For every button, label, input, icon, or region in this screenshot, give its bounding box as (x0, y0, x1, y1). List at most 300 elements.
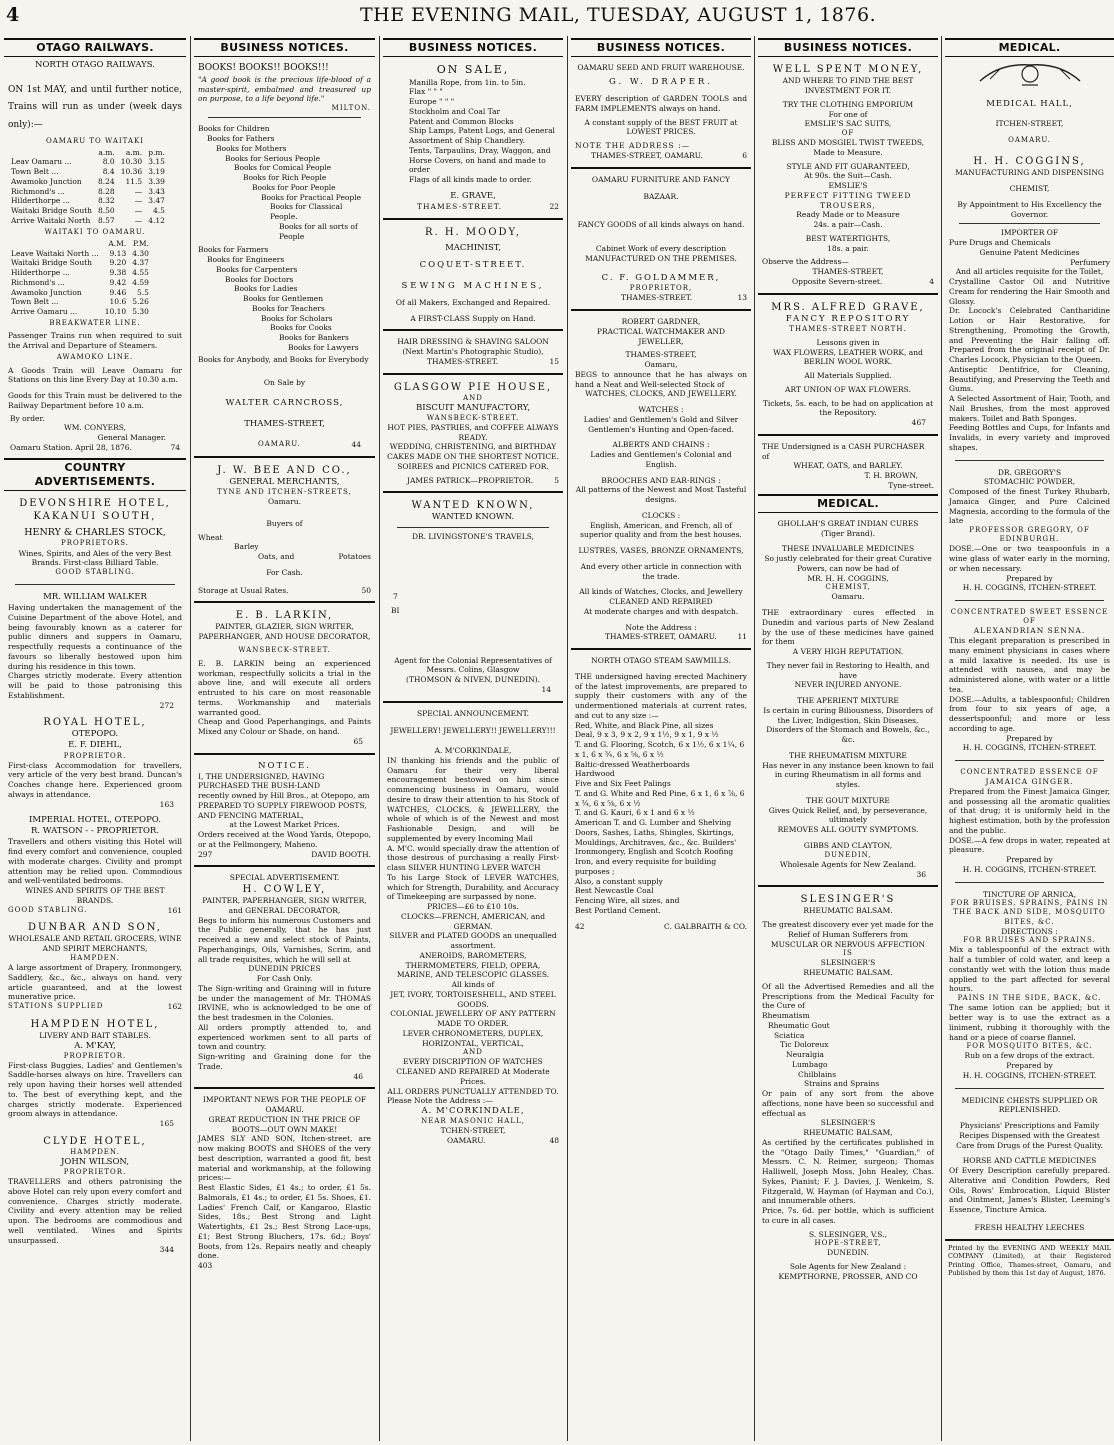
timetable-cell: Richmond's ... (11, 186, 65, 196)
list-item: Deal, 9 x 3, 9 x 2, 9 x 1½, 9 x 1, 9 x ½ (575, 730, 719, 740)
ad-text: The same lotion can be applied; but it better way is to use the extract as a liniment, rubbing it thoroughly with the hand or a piece of coarse flannel. (949, 1003, 1110, 1042)
ad-title: CLYDE HOTEL, (43, 1135, 147, 1147)
timetable-cell: 8.0 (102, 157, 115, 167)
for-cash: For Cash. (266, 567, 303, 577)
ad-signature: T. H. BROWN, (864, 471, 918, 481)
printer-imprint: Printed by the EVENING AND WEEKLY MAIL COMPANY (Limited), at their Registered Printing Office, Thames-street, Oamaru, and Published by them this 1st day of August, 1876. (948, 1243, 1111, 1277)
timetable-row (8, 167, 168, 177)
ad-title: WELL SPENT MONEY, (772, 64, 924, 76)
ad-place: Oamaru, (644, 360, 678, 370)
ad-signature: C. F. GOLDAMMER, (601, 273, 721, 284)
ad-text: NEAR MASONIC HALL, (421, 1117, 525, 1126)
timetable-row (8, 216, 168, 226)
list-item: Books for Rich People (243, 173, 327, 183)
ad-subhead: PAINS IN THE SIDE, BACK, &C. (957, 994, 1102, 1003)
ad-text: All orders promptly attended to, and experienced workmen sent to all parts of town and country. (198, 1022, 371, 1052)
ad-number: 46 (353, 1071, 363, 1081)
ad-signature: H. H. COGGINS, ITCHEN-STREET. (962, 743, 1097, 753)
ad-title: MEDICINE CHESTS SUPPLIED OR REPLENISHED. (961, 1095, 1098, 1115)
proprietor-name: E. F. DIEHL, (68, 740, 122, 751)
ad-text: MUSCULAR OR NERVOUS AFFECTION (770, 939, 926, 949)
list-item: Books for Ladies (234, 284, 298, 294)
ad-place: DUNEDIN, (824, 850, 872, 859)
timetable-cell: Awamoko Junction (11, 287, 82, 297)
ad-text: A VERY HIGH REPUTATION. (792, 647, 904, 657)
ad-signature: A. M'CORKINDALE, (434, 746, 512, 756)
ad-number: 344 (159, 1245, 174, 1255)
column-3 (383, 38, 563, 1443)
ad-text: To his Large Stock of LEVER WATCHES, which for Strength, Durability, and Accuracy of Timekeeping are surpassed by none. (387, 872, 559, 902)
timetable-row (8, 157, 168, 167)
list-item: Europe " " " (409, 97, 455, 107)
list-item: Rheumatism (762, 1011, 810, 1021)
masthead (0, 0, 1114, 34)
sale-items-list (387, 78, 559, 185)
by-order: By order. (10, 413, 45, 423)
ad-subhead: THE GOUT MIXTURE (806, 795, 890, 805)
ad-signature: C. GALBRAITH & CO. (664, 921, 747, 931)
ad-text: PRICES—£6 to £10 10s. (427, 902, 519, 912)
ad-text: SEWING MACHINES, (401, 280, 545, 291)
ad-text: SOIREES and PICNICS CATERED FOR. (397, 461, 549, 471)
signer-title: General Manager. (97, 433, 166, 442)
ad-text: Physicians' Prescriptions and Family Recipes Dispensed with the Greatest Care from Drugs of the Purest Quality. (956, 1121, 1103, 1150)
ad-text: THE undersigned having erected Machinery of the latest improvements, are prepared to supply their customers with any of the undermentioned materials at current rates, and cut to any size :— (575, 671, 747, 720)
ad-text: THE extraordinary cures effected in Dunedin and various parts of New Zealand by the use of these medicines have gained for them (762, 608, 934, 647)
ad-title: OAMARU SEED AND FRUIT WAREHOUSE. (577, 63, 745, 73)
ad-text: Please Note the Address :— (387, 1096, 493, 1106)
ad-subhead: ALBERTS AND CHAINS : (612, 440, 710, 450)
signer: WM. CONYERS, (64, 423, 126, 433)
ad-text: For Cash Only. (256, 974, 313, 984)
ad-number: 4 (929, 276, 934, 286)
ad-title: ALEXANDRIAN SENNA. (973, 626, 1086, 636)
list-item: Fencing Wire, all sizes, and (575, 896, 680, 906)
bookseller-street: THAMES-STREET, (244, 419, 325, 430)
list-item: Books for Farmers (198, 245, 269, 255)
ad-subtitle: GREAT REDUCTION IN THE PRICE OF BOOTS—OUT OWN MAKE! (208, 1114, 361, 1134)
ad-text: IS (843, 949, 853, 958)
ad-text: All kinds of (451, 980, 495, 990)
timetable-cell: 3.43 (148, 186, 165, 196)
timetable-cell: 10.6 (109, 297, 127, 307)
ad-subhead: THE RHEUMATISM MIXTURE (789, 750, 907, 760)
timetable-cell: 9.38 (109, 268, 127, 278)
ad-text: All patterns of the Newest and Most Tasteful designs. (575, 485, 747, 505)
ad-subtitle: BISCUIT MANUFACTORY, (415, 402, 531, 413)
ad-text: Cabinet Work of every description (595, 243, 727, 253)
column-1 (4, 38, 186, 1443)
list-item: Hardwood (575, 769, 615, 779)
ad-number: 161 (167, 905, 182, 915)
ad-subtitle: AND WHERE TO FIND THE BEST INVESTMENT FOR IT. (782, 76, 914, 96)
proprietor-name: R. WATSON - - PROPRIETOR. (30, 826, 160, 837)
ad-text: SLESINGER'S (820, 958, 876, 968)
ad-mark: BI (391, 605, 400, 615)
list-item: Tents, Tarpaulins, Dray, Waggon, and Horse Covers, on hand and made to order (409, 145, 551, 175)
ad-title: DEVONSHIRE HOTEL, KAKANUI SOUTH, (19, 498, 171, 523)
ad-subtitle: RHEUMATIC BALSAM. (803, 906, 893, 916)
ad-title: SPECIAL ADVERTISEMENT. (229, 873, 340, 883)
list-item: Best Newcastle Coal (575, 886, 654, 896)
timetable-cell: 10.36 (120, 167, 143, 177)
seller-street: THAMES-STREET. (417, 201, 503, 211)
ad-text: THE Undersigned is a CASH PURCHASER of (762, 441, 925, 461)
list-item: Patent and Common Blocks (409, 116, 514, 126)
list-item: Also, a constant supply (575, 876, 663, 886)
ad-text: E. B. LARKIN being an experienced workman, respectfully solicits a trial in the above line, and will execute all orders entrusted to his care on most reasonable terms. Workmanship and materials warranted good. (198, 658, 371, 717)
ad-text: DOSE.—Adults, a tablespoonful; Children from four to six years of age, a dessertspoonful; and more or less according to age. (949, 694, 1110, 733)
timetable-cell: 8.32 (98, 196, 115, 206)
ad-number: 163 (159, 799, 174, 809)
ad-subtitle: PRACTICAL WATCHMAKER AND JEWELLER, (596, 326, 726, 346)
proprietor-name: JOHN WILSON, (60, 1157, 130, 1168)
timetable-row (8, 278, 152, 288)
proprietor-label: PROPRIETOR, (629, 284, 693, 293)
ad-subtitle: STOMACHIC POWDER, (983, 477, 1076, 487)
ad-place: OTEPOPO. (71, 729, 119, 740)
ad-title: MR. WILLIAM WALKER (43, 592, 147, 603)
timetable-cell: 8.4 (102, 167, 115, 177)
ailments-list (762, 1011, 934, 1089)
timetable-cell: 3.19 (148, 167, 165, 177)
ad-text: I, THE UNDERSIGNED, HAVING PURCHASED THE BUSH-LAND (198, 771, 325, 791)
timetable-cell (8, 239, 102, 249)
ad-title: TINCTURE OF ARNICA, (983, 889, 1076, 899)
ad-text: English, American, and French, all of superior quality and from the best houses. (580, 520, 742, 540)
timetable-cell: Arrive Oamaru ... (11, 307, 78, 317)
ad-text: TRY THE CLOTHING EMPORIUM (782, 99, 914, 109)
ad-text: Of all Makers, Exchanged and Repaired. (395, 297, 551, 307)
ad-text: PROFESSOR GREGORY, OF EDINBURGH. (969, 526, 1090, 544)
ad-text: A. M'C. would specially draw the attention of those desirous of purchasing a really First-class SILVER HUNTING LEVER WATCH (387, 843, 559, 873)
list-item: Flax " " " (409, 87, 443, 97)
ad-text: (THOMSON & NIVEN, DUNEDIN). (405, 675, 541, 685)
timetable-cell: Arrive Waitaki North (11, 215, 91, 225)
page-number: 4 (6, 4, 20, 26)
ad-subtitle: MANUFACTURING AND DISPENSING (955, 168, 1104, 178)
ad-text: Has never in any instance been known to fail in curing Rheumatism in all forms and styles. (762, 760, 934, 790)
royal-arms-icon (945, 61, 1114, 92)
ad-subtitle: FANCY REPOSITORY (785, 313, 911, 324)
ad-text: NEVER INJURED ANYONE. (794, 680, 902, 690)
ad-text: RHEUMATIC BALSAM, (803, 1128, 893, 1138)
ad-street: THAMES-STREET. (427, 356, 499, 366)
list-item: Five and Six Feet Palings (575, 779, 671, 789)
ad-text: Cheap and Good Paperhangings, and Paints Mixed any Colour or Shade, on hand. (198, 717, 371, 737)
timetable-row (8, 249, 152, 259)
column-2 (194, 38, 375, 1443)
ad-street: THAMES-STREET, (625, 350, 697, 360)
timetable-cell: — (134, 186, 143, 196)
ad-number: 44 (351, 440, 361, 450)
list-item: Books for Teachers (252, 303, 325, 313)
list-item: Red, White, and Black Pine, all sizes (575, 720, 714, 730)
books-list (198, 124, 371, 241)
list-item: Lumbago (792, 1059, 828, 1069)
on-sale-label: On Sale by (263, 378, 306, 388)
timetable-cell: 4.55 (132, 268, 149, 278)
timetable-row (8, 297, 152, 307)
ad-text: Price, 7s. 6d. per bottle, which is sufficient to cure in all cases. (762, 1206, 934, 1225)
timetable-cell: 11.5 (125, 176, 143, 186)
ad-text: Genuine Patent Medicines (979, 247, 1080, 257)
ad-title: BOOKS! BOOKS!! BOOKS!!! (198, 63, 329, 74)
timetable-cell: Richmond's ... (11, 277, 65, 287)
ad-text: STYLE AND FIT GUARANTEED, (786, 161, 910, 171)
list-item: Books for Cooks (270, 323, 332, 333)
stabling-label: GOOD STABLING. (8, 905, 88, 914)
ad-place: Oamaru. (831, 592, 865, 602)
buyers-label: Buyers of (266, 518, 303, 528)
ad-text: A constant supply of the BEST FRUIT at LOWEST PRICES. (584, 117, 738, 137)
ad-text: Ladies and Gentlemen's Colonial and English. (590, 450, 732, 469)
ad-title: GHOLLAH'S GREAT INDIAN CURES (777, 518, 919, 528)
timetable-cell: 10.10 (104, 307, 127, 317)
ad-text: at the Lowest Market Prices. (229, 820, 340, 830)
list-item: Flags of all kinds made to order. (409, 175, 532, 185)
timetable-cell: a.m. (125, 147, 143, 157)
ad-place: Oamaru. (267, 497, 301, 507)
timetable-cell: 5.26 (132, 297, 149, 307)
timetable-cell: Hilderthorpe ... (11, 268, 70, 278)
timetable-cell (8, 148, 95, 158)
column-5 (758, 38, 938, 1443)
ad-mark: 7 (393, 592, 398, 602)
ad-signature: S. SLESINGER, V.S., (809, 1229, 887, 1239)
ad-text: Pure Drugs and Chemicals (949, 238, 1051, 248)
ad-text: Prepared by (1006, 855, 1053, 865)
list-item: Books for Gentlemen (243, 294, 324, 304)
ad-text: Wines, Spirits, and Ales of the very Best Brands. First-class Billiard Table. (18, 548, 172, 568)
ad-subtitle: LIVERY AND BAIT STABLES. (39, 1030, 151, 1040)
section-header: OTAGO RAILWAYS. (4, 38, 186, 57)
ad-text: So justly celebrated for their great Curative Powers, can now be had of (764, 554, 932, 573)
ad-text: KEMPTHORNE, PROSSER, AND CO (778, 1271, 918, 1281)
timetable-cell: — (134, 215, 143, 225)
ad-text: BEGS to announce that he has always on hand a Neat and Well-selected Stock of (575, 369, 747, 389)
ad-text: This elegant preparation is prescribed in many eminent physicians in cases where a mild laxative is needed. Its use is attended with nausea, and may be administered alone, with water or a little tea. (949, 636, 1110, 694)
ad-title: ROYAL HOTEL, (43, 717, 147, 729)
timetable-up (8, 148, 168, 226)
ad-number: 11 (737, 632, 747, 642)
ad-title: GLASGOW PIE HOUSE, (393, 381, 553, 393)
ad-title: SLESINGER'S (800, 894, 896, 906)
ad-title: FRESH HEALTHY LEECHES (974, 1222, 1085, 1232)
section-header: COUNTRY ADVERTISEMENTS. (4, 458, 186, 492)
timetable-up-head: OAMARU TO WAITAKI (45, 136, 145, 145)
list-item: Books for Children (198, 124, 270, 134)
ad-text: All kinds of Watches, Clocks, and Jewellery (579, 587, 743, 597)
timetable-cell: — (134, 196, 143, 206)
list-item: Books for Mothers (216, 143, 287, 153)
list-item: Baltic-dressed Weatherboards (575, 759, 690, 769)
ad-text: A Selected Assortment of Hair, Tooth, and Nail Brushes, from the most approved makers. Toilet and Bath Sponges. (949, 394, 1110, 423)
ad-place: OAMARU. (447, 1136, 486, 1146)
breakwater-head: BREAKWATER LINE. (49, 318, 141, 327)
ad-subtitle: FOR BRUISES, SPRAINS, PAINS IN THE BACK AND SIDE, MOSQUITO BITES, &C. (950, 899, 1109, 926)
ad-subtitle: PAINTER, PAPERHANGER, SIGN WRITER, and GENERAL DECORATOR, (202, 896, 367, 915)
timetable-cell: 3.47 (148, 196, 165, 206)
ad-street: WANSBECK-STREET. (238, 645, 331, 654)
ad-text: BEST WATERTIGHTS, (805, 233, 891, 243)
list-item: Rheumatic Gout (768, 1020, 830, 1030)
ad-number: 403 (198, 1261, 213, 1271)
list-item: American T. and G. Lumber and Shelving (575, 818, 732, 828)
ad-text: Crystalline Castor Oil and Nutritive Cream for rendering the Hair Smooth and Glossy. (949, 277, 1110, 306)
ad-text: DOSE.—A few drops in water, repeated at pleasure. (949, 835, 1110, 855)
timetable-cell: 4.12 (148, 215, 165, 225)
ad-title: HAIR DRESSING & SHAVING SALOON (397, 337, 549, 347)
proprietor-label: PROPRIETOR. (63, 751, 127, 760)
timetable-cell: 9.20 (109, 258, 127, 268)
ad-text: MR. H. H. COGGINS, (807, 573, 889, 583)
ad-number: 5 (554, 475, 559, 485)
timetable-cell: a.m. (98, 147, 115, 157)
ad-subtitle: WANTED KNOWN. (431, 512, 515, 523)
ad-subhead: FOR BRUISES AND SPRAINS. (963, 936, 1096, 945)
timetable-cell: Awamoko Junction (11, 176, 82, 186)
column-6 (945, 38, 1114, 1443)
ad-subhead: DIRECTIONS : (1001, 926, 1058, 936)
timetable-cell: 8.50 (98, 206, 115, 216)
timetable-cell: Waitaki Bridge South (11, 258, 92, 268)
timetable-cell: 10.30 (120, 157, 143, 167)
ad-text: And every other article in connection with the trade. (580, 561, 742, 581)
section-header: BUSINESS NOTICES. (383, 38, 563, 57)
ad-subhead: CONCENTRATED SWEET ESSENCE OF (950, 608, 1109, 626)
timetable-cell: — (134, 206, 143, 216)
ad-text: JAMES SLY AND SON, Itchen-street, are now making BOOTS and SHOES of the very best description, warranted a good fit, best material and workmanship, at the following prices:— (198, 1134, 371, 1183)
ad-number: 467 (911, 418, 926, 428)
ad-text: Wholesale Agents for New Zealand. (779, 859, 917, 869)
proprietor-label: PROPRIETOR. (63, 1051, 127, 1060)
station-date: Oamaru Station. April 28, 1876. (10, 442, 132, 452)
ad-text: FANCY GOODS of all kinds always on hand. (577, 220, 745, 230)
ad-title: ON SALE, (436, 63, 510, 77)
timetable-cell: 9.46 (109, 287, 127, 297)
ad-title: E. B. LARKIN, (235, 610, 334, 622)
ad-text: Or pain of any sort from the above affections, none have been so successful and effectual as (762, 1089, 934, 1118)
timetable-cell: Waitaki Bridge South (11, 206, 92, 216)
timetable-cell: 4.59 (132, 277, 149, 287)
list-item: Strains and Sprains (804, 1079, 880, 1089)
ad-text: OF (841, 129, 855, 138)
ad-text: SLESINGER'S (820, 1118, 876, 1128)
ad-street: TYNE AND ITCHEN-STREETS, (217, 487, 352, 496)
list-item: Books for Lawyers (288, 342, 359, 352)
ad-text: They never fail in Restoring to Health, and have (766, 660, 930, 680)
timetable-cell: Town Belt ... (11, 297, 59, 307)
ad-subhead: THE APERIENT MIXTURE (797, 696, 899, 706)
ad-number: 13 (737, 293, 747, 303)
timetable-down (8, 239, 152, 317)
list-item: Sciatica (774, 1030, 805, 1040)
ad-number: 14 (541, 684, 551, 694)
timetable-cell: 3.39 (148, 176, 165, 186)
ad-number: 74 (170, 442, 180, 452)
timetable-cell: Leav Oamaru ... (11, 157, 72, 167)
ad-text: First-class Accommodation for travellers, very article of the very best brand. Duncan's Coaches change here. Experienced groom always in attendance. (8, 760, 182, 799)
ad-title: JEWELLERY! JEWELLERY!! JEWELLERY!!! (390, 726, 556, 736)
timetable-cell: A.M. (108, 238, 127, 248)
books-quote: "A good book is the precious life-blood of a master-spirit, embalmed and treasured up on purpose, to a life beyond life." (198, 74, 371, 104)
list-item: Books for Scholars (261, 313, 333, 323)
ad-subhead: BROOCHES AND EAR-RINGS : (601, 475, 721, 485)
ad-text: Charges strictly moderate. Every attention will be paid to those patronising this Establishment. (8, 671, 182, 700)
ad-text: CHEMIST, (1009, 184, 1050, 194)
railway-subhead: NORTH OTAGO RAILWAYS. (35, 60, 155, 71)
ad-text: Antiseptic Dentifrice, for Cleaning, Beautifying, and Preserving the Teeth and Gums. (949, 364, 1110, 394)
ad-subtitle: WHOLESALE AND RETAIL GROCERS, WINE AND SPIRIT MERCHANTS, (8, 934, 182, 954)
ad-text: Prepared by (1006, 733, 1053, 743)
ad-text: RHEUMATIC BALSAM. (803, 968, 893, 978)
proprietors-label: PROPRIETORS. (60, 539, 130, 548)
ad-text: EMSLIE'S SAC SUITS, (804, 119, 892, 129)
ad-text: Lessons given in (816, 337, 880, 347)
ad-text: COLONIAL JEWELLERY OF ANY PATTERN MADE TO ORDER. (390, 1009, 556, 1029)
ad-text: Best Elastic Sides, £1 4s.; to order, £1 5s. Balmorals, £1 4s.; to order, £1 5s. Shoes, £1. Ladies' French Calf, or Kangaroo, Elastic Sides, 18s.; Best Strong and Light Watertights, £1 2s.; Best Strong Lace-ups, £1; Best Strong Bluchers, 17s. 6d.; Boys' Boots, from 12s. Repairs neatly and cheaply done. (198, 1183, 371, 1261)
list-item: Books for Carpenters (216, 264, 298, 274)
ad-title: ROBERT GARDNER, (621, 317, 701, 327)
ad-text: Orders received at the Wood Yards, Otepopo, or at the Fellmongery, Maheno. (198, 830, 371, 849)
ad-text: DR. LIVINGSTONE'S TRAVELS, (411, 532, 535, 542)
ad-subtitle: (Tiger Brand). (820, 528, 876, 538)
ad-title: DUNBAR AND SON, (28, 922, 162, 934)
ad-title: OAMARU FURNITURE AND FANCY (591, 174, 731, 184)
ad-street: WANSBECK-STREET. (426, 413, 520, 422)
seller-name: E. GRAVE, (450, 190, 496, 201)
ad-title: DR. GREGORY'S (997, 467, 1062, 477)
ad-street: TCHEN-STREET, (440, 1126, 506, 1136)
ad-text: Agent for the Colonial Representatives of Messrs. Colins, Glasgow (394, 655, 552, 675)
ad-number: 297 (198, 849, 213, 859)
ad-text: Prepared by (1006, 1061, 1053, 1071)
timetable-row (8, 239, 152, 249)
ad-street: HOPE-STREET, (814, 1239, 882, 1248)
grain-barley: Barley (234, 542, 259, 552)
ad-text: EMSLIE'S (828, 181, 868, 191)
list-item: T. and G. Kauri, 6 x 1 and 6 x ½ (575, 808, 695, 818)
list-item: Tic Doloreux (780, 1040, 829, 1050)
ad-title: R. H. MOODY, (424, 226, 522, 238)
bookseller-place: OAMARU. (258, 440, 301, 449)
ad-number: 48 (549, 1136, 559, 1146)
ad-street: THAMES-STREET, OAMARU. (591, 150, 703, 160)
ad-text: By Appointment to His Excellency the Governor. (957, 199, 1102, 219)
ad-signature: H. H. COGGINS, ITCHEN-STREET. (962, 864, 1097, 874)
ad-street: THAMES-STREET. (621, 293, 693, 303)
ad-number: 162 (167, 1002, 182, 1012)
list-item: Doors, Sashes, Laths, Shingles, Skirtings, Mouldings, Architraves, &c., &c. Builders' Ironmongery, English and Scotch Roofing Iron, and every requisite for building purposes ; (575, 827, 737, 876)
section-header: MEDICAL. (758, 494, 938, 513)
timetable-row (8, 177, 168, 187)
ad-subtitle: BAZAAR. (643, 192, 679, 202)
ad-text: WAX FLOWERS, LEATHER WORK, and BERLIN WOOL WORK. (773, 347, 923, 367)
ad-text: A large assortment of Drapery, Ironmongery, Saddlery, &c., &c., always on hand. very article guaranteed, and at the lowest munerative price. (8, 963, 182, 1002)
grain-potatoes: Potatoes (338, 552, 371, 562)
newspaper-title: THE EVENING MAIL, TUESDAY, AUGUST 1, 1876. (360, 4, 877, 26)
ad-text: AND (463, 393, 483, 402)
ad-subtitle: GENERAL MERCHANTS, (229, 476, 340, 487)
ad-text: Note the Address : (625, 622, 697, 632)
ad-text: CLEANED AND REPAIRED (609, 597, 713, 607)
list-item: Books for Classical People. (270, 202, 343, 222)
ad-text: Travellers and others visiting this Hotel will find every comfort and convenience, coupled with moderate charges. Civility and prompt attention may be relied upon. Commodious and well-ventilated bedrooms. (8, 837, 182, 886)
timetable-row (8, 206, 168, 216)
awamoko-head: AWAMOKO LINE. (56, 353, 134, 362)
ad-title: WANTED KNOWN, (411, 500, 535, 512)
